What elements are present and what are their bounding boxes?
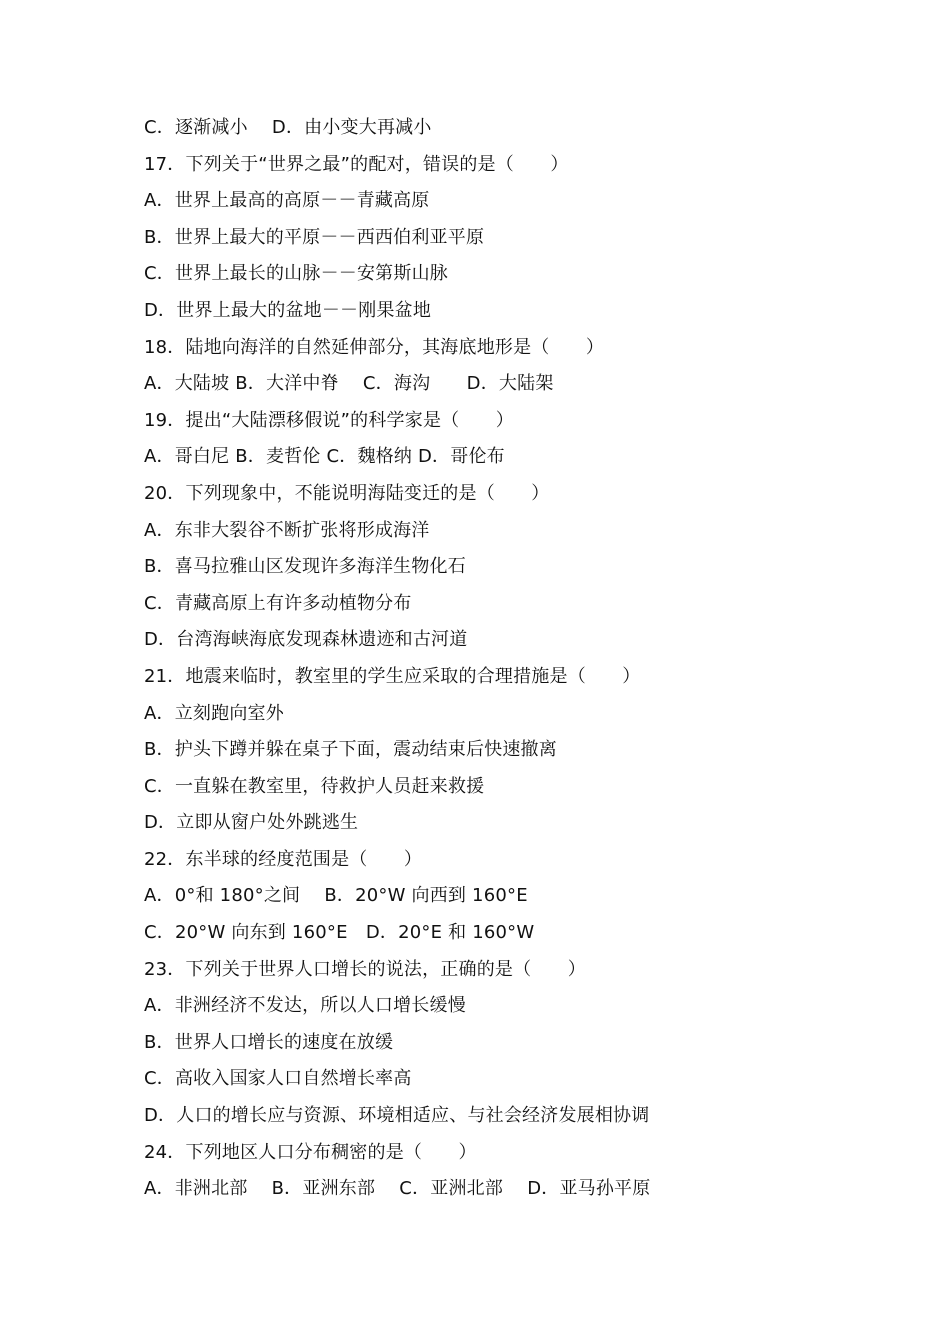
text-line: C．20°W 向东到 160°E D．20°E 和 160°W — [144, 922, 535, 944]
question-text-block — [144, 110, 864, 1208]
text-line: 17．下列关于“世界之最”的配对，错误的是（ ） — [144, 153, 569, 175]
text-line: 19．提出“大陆漂移假说”的科学家是（ ） — [144, 409, 514, 431]
text-line: A．东非大裂谷不断扩张将形成海洋 — [144, 519, 430, 541]
text-line: 18．陆地向海洋的自然延伸部分，其海底地形是（ ） — [144, 336, 605, 358]
text-line: C．高收入国家人口自然增长率高 — [144, 1068, 412, 1090]
text-line: C．青藏高原上有许多动植物分布 — [144, 592, 412, 614]
text-line: A．立刻跑向室外 — [144, 702, 284, 724]
text-line: B．护头下蹲并躲在桌子下面，震动结束后快速撤离 — [144, 739, 557, 761]
text-line: 24．下列地区人口分布稠密的是（ ） — [144, 1141, 477, 1163]
text-line: C．一直躲在教室里，待救护人员赶来救援 — [144, 775, 485, 797]
text-line: D．人口的增长应与资源、环境相适应、与社会经济发展相协调 — [144, 1105, 650, 1127]
text-line: 21．地震来临时，教室里的学生应采取的合理措施是（ ） — [144, 665, 641, 687]
text-line: B．世界人口增长的速度在放缓 — [144, 1031, 394, 1053]
text-line: A．非洲北部 B．亚洲东部 C．亚洲北部 D．亚马孙平原 — [144, 1178, 651, 1200]
text-line: B．喜马拉雅山区发现许多海洋生物化石 — [144, 556, 466, 578]
text-line: A．世界上最高的高原－－青藏高原 — [144, 190, 430, 212]
text-line: D．立即从窗户处外跳逃生 — [144, 812, 359, 834]
text-line: C．世界上最长的山脉－－安第斯山脉 — [144, 263, 448, 285]
text-line: D．台湾海峡海底发现森林遗迹和古河道 — [144, 629, 468, 651]
text-line: A．0°和 180°之间 B．20°W 向西到 160°E — [144, 885, 528, 907]
text-line: 20．下列现象中，不能说明海陆变迁的是（ ） — [144, 482, 550, 504]
text-line: 22．东半球的经度范围是（ ） — [144, 848, 423, 870]
text-line: A．大陆坡 B．大洋中脊 C．海沟 D．大陆架 — [144, 373, 554, 395]
text-line: A．哥白尼 B．麦哲伦 C．魏格纳 D．哥伦布 — [144, 446, 505, 468]
text-line: B．世界上最大的平原－－西西伯利亚平原 — [144, 226, 485, 248]
text-line: 23．下列关于世界人口增长的说法，正确的是（ ） — [144, 958, 586, 980]
text-line: C．逐渐减小 D．由小变大再减小 — [144, 117, 432, 138]
text-line: D．世界上最大的盆地－－刚果盆地 — [144, 299, 432, 321]
text-line: A．非洲经济不发达，所以人口增长缓慢 — [144, 995, 466, 1017]
